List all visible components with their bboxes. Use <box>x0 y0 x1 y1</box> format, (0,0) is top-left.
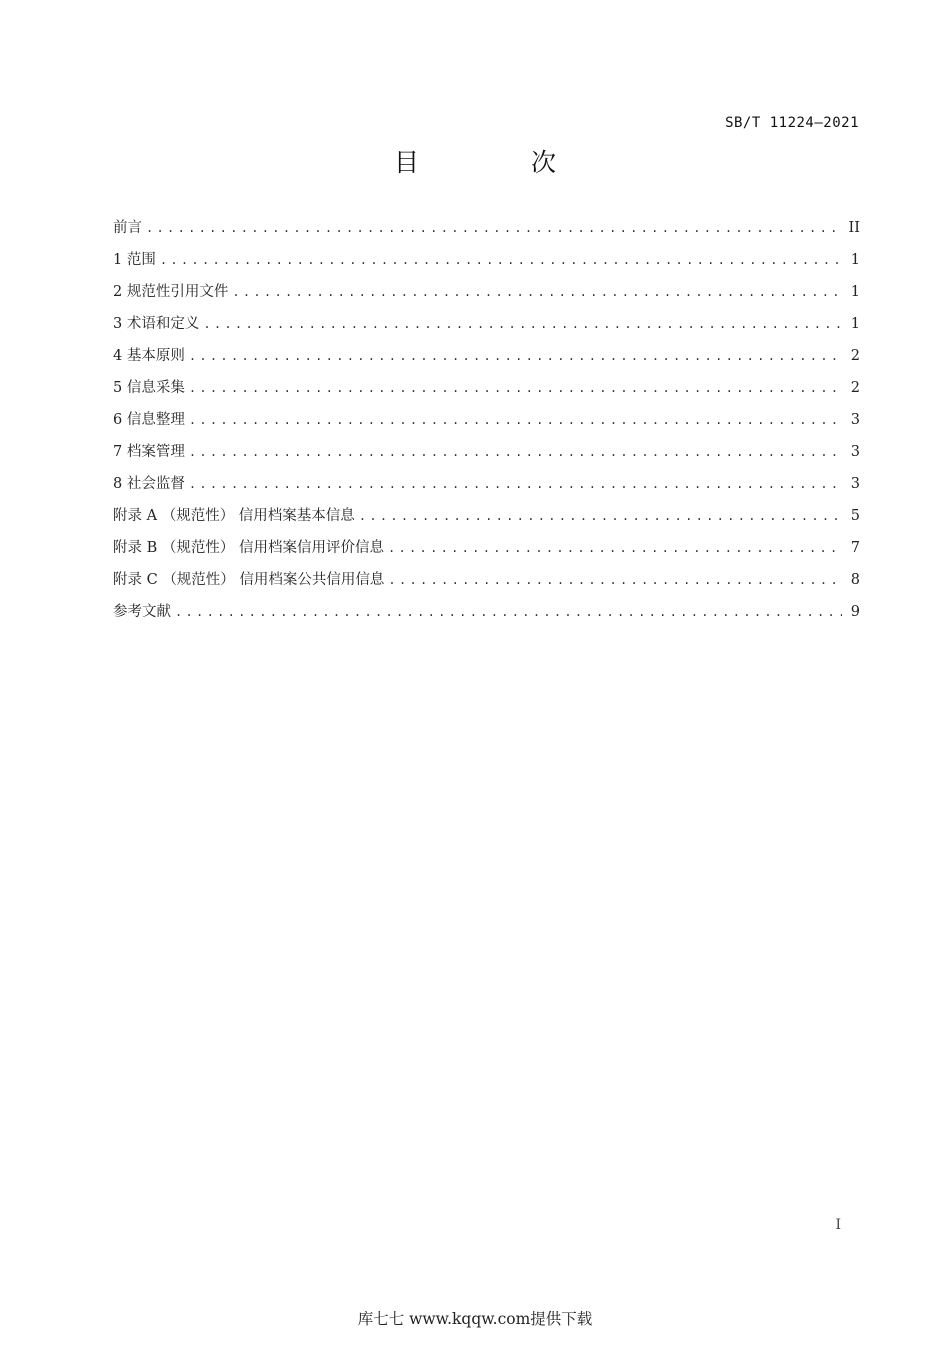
toc-entry[interactable] <box>113 308 860 340</box>
toc-entry[interactable] <box>113 340 860 372</box>
toc-entry[interactable] <box>113 436 860 468</box>
toc-leader-dots <box>189 436 842 468</box>
toc-entry[interactable] <box>113 468 860 500</box>
toc-entry-label: 2 规范性引用文件 <box>113 284 229 300</box>
toc-entry-page: 8 <box>850 572 860 588</box>
toc-entry[interactable] <box>113 532 860 564</box>
toc-entry[interactable] <box>113 372 860 404</box>
toc-entry-page: 3 <box>850 444 860 460</box>
toc-entry-label: 3 术语和定义 <box>113 316 200 332</box>
toc-leader-dots <box>189 404 842 436</box>
toc-leader-dots <box>232 276 842 308</box>
toc-entry[interactable] <box>113 564 860 596</box>
toc-entry-label: 参考文献 <box>113 604 171 620</box>
toc-entry-page: 7 <box>850 540 860 556</box>
toc-entry-page: 5 <box>850 508 860 524</box>
toc-leader-dots <box>359 500 842 532</box>
toc-entry-label: 5 信息采集 <box>113 380 185 396</box>
download-credit: 库七七 www.kqqw.com提供下载 <box>357 1310 593 1328</box>
toc-entry-page: 3 <box>850 412 860 428</box>
toc-entry[interactable] <box>113 276 860 308</box>
page-number: I <box>835 1217 841 1233</box>
toc-entry-label: 4 基本原则 <box>113 348 185 364</box>
toc-entry-page: 1 <box>850 284 860 300</box>
toc-leader-dots <box>189 340 842 372</box>
toc-entry-label: 前言 <box>113 220 142 236</box>
toc-entry[interactable] <box>113 404 860 436</box>
toc-entry-label: 1 范围 <box>113 252 156 268</box>
standard-code: SB/T 11224—2021 <box>725 115 859 131</box>
toc-entry-label: 8 社会监督 <box>113 476 185 492</box>
toc-entry-page: 1 <box>850 252 860 268</box>
table-of-contents <box>113 212 860 628</box>
toc-entry[interactable] <box>113 244 860 276</box>
toc-entry-label: 7 档案管理 <box>113 444 185 460</box>
toc-entry-label: 6 信息整理 <box>113 412 185 428</box>
toc-entry-page: 2 <box>850 348 860 364</box>
toc-leader-dots <box>388 564 842 596</box>
toc-entry-page: 2 <box>850 380 860 396</box>
toc-leader-dots <box>146 212 841 244</box>
page-title: 目 次 <box>394 148 608 177</box>
toc-entry[interactable] <box>113 500 860 532</box>
toc-leader-dots <box>160 244 842 276</box>
toc-entry[interactable] <box>113 596 860 628</box>
toc-entry[interactable] <box>113 212 860 244</box>
toc-entry-label: 附录 B （规范性） 信用档案信用评价信息 <box>113 540 384 556</box>
toc-leader-dots <box>189 372 842 404</box>
toc-leader-dots <box>388 532 842 564</box>
toc-entry-page: 1 <box>850 316 860 332</box>
toc-entry-page: 9 <box>850 604 860 620</box>
toc-entry-page: 3 <box>850 476 860 492</box>
toc-entry-label: 附录 A （规范性） 信用档案基本信息 <box>113 508 355 524</box>
toc-entry-page: II <box>848 220 860 236</box>
toc-leader-dots <box>189 468 842 500</box>
toc-leader-dots <box>203 308 842 340</box>
toc-leader-dots <box>175 596 842 628</box>
toc-entry-label: 附录 C （规范性） 信用档案公共信用信息 <box>113 572 385 588</box>
